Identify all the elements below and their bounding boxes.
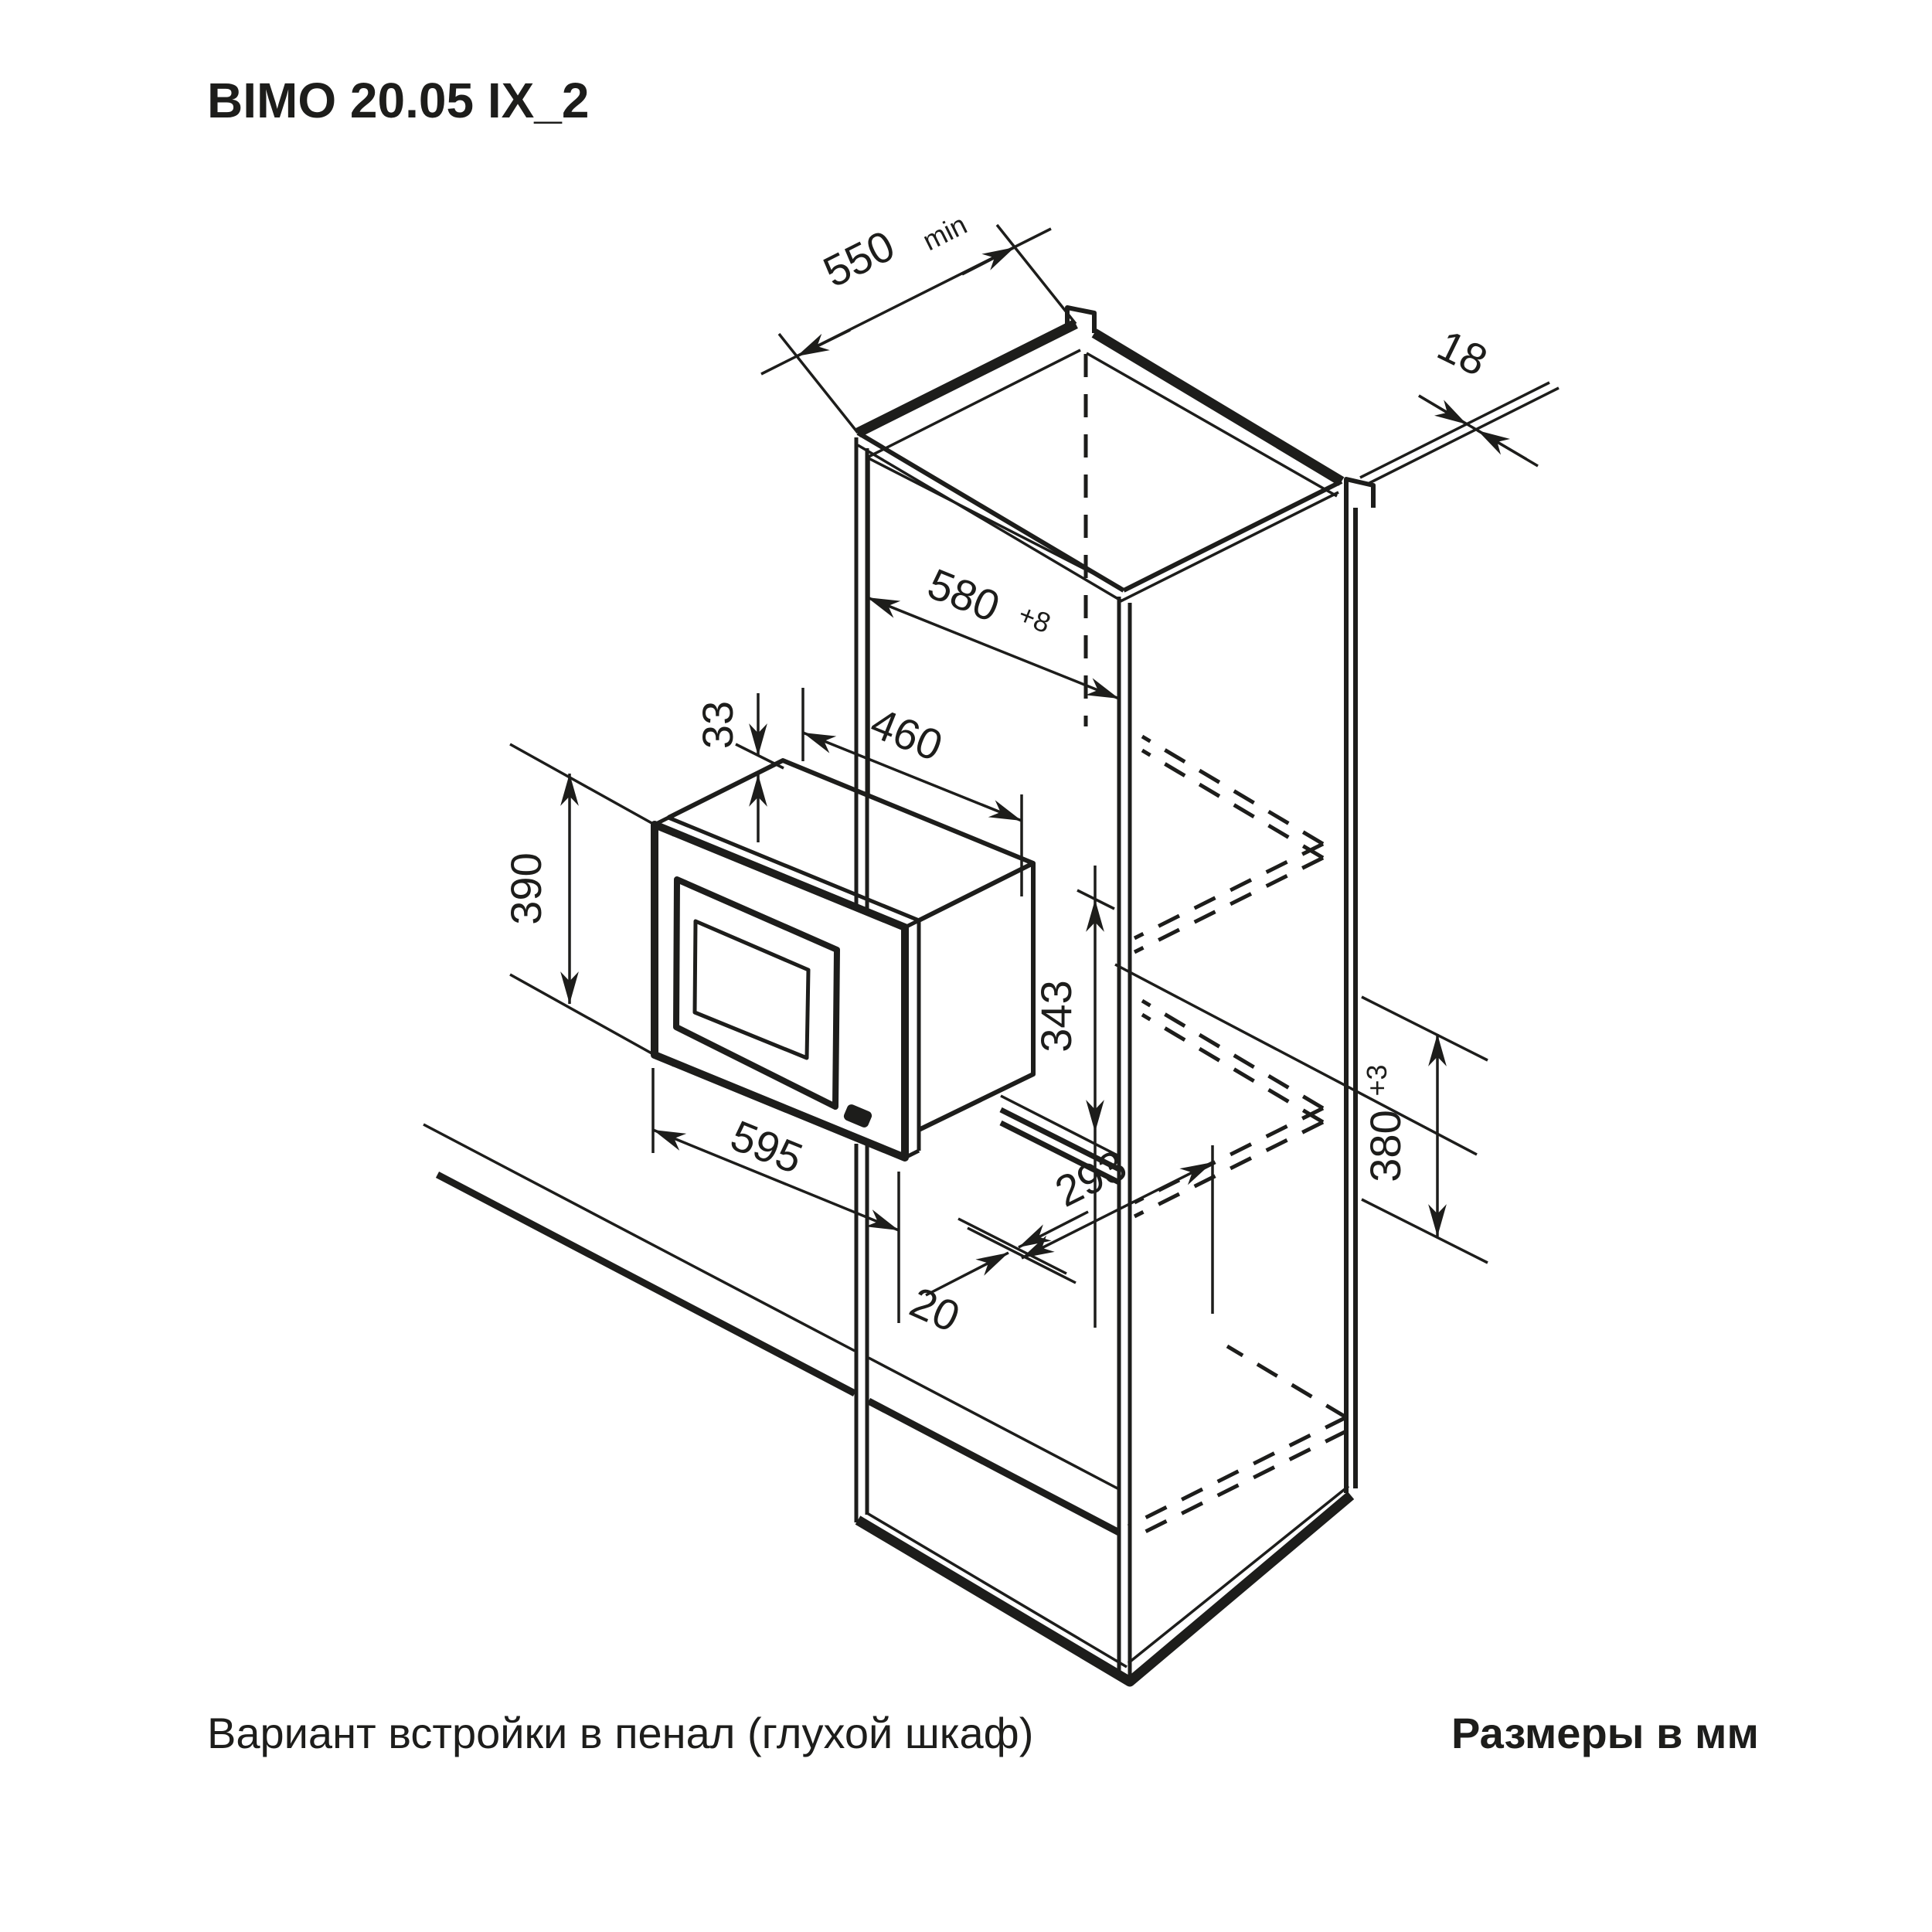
dimension-body-height	[1032, 866, 1114, 1328]
floor-lines	[423, 1124, 1119, 1532]
niche-ceiling-edges	[867, 350, 1337, 587]
dim-460-label: 460	[864, 698, 950, 770]
dim-293-label: 293	[1047, 1140, 1134, 1216]
page-title: BIMO 20.05 IX_2	[207, 73, 590, 128]
dim-580-label: 580	[921, 559, 1007, 631]
microwave-window	[695, 921, 808, 1058]
dimension-niche-height	[1361, 997, 1488, 1263]
dim-380-tolerance: +3	[1361, 1064, 1393, 1097]
dimension-niche-width	[867, 559, 1119, 699]
hidden-bottom-edges	[1128, 1314, 1346, 1536]
front-right-edge	[1119, 597, 1130, 1677]
dim-343-label: 343	[1032, 980, 1080, 1053]
dim-380-label: 380	[1361, 1110, 1410, 1182]
dim-580-tolerance: +8	[1013, 597, 1056, 640]
niche-floor-level-line	[1115, 964, 1477, 1155]
cabinet-outline	[856, 308, 1477, 1682]
dim-550-label: 550	[815, 220, 903, 297]
hidden-shelf-lower	[1134, 1001, 1323, 1216]
floor-line-thick	[437, 1175, 1119, 1532]
left-front-edge	[856, 437, 867, 1522]
dim-595-label: 595	[724, 1111, 810, 1183]
dimension-niche-depth	[803, 688, 1022, 896]
dimension-panel-thickness	[1360, 321, 1559, 483]
dim-20-label: 20	[903, 1277, 968, 1342]
hidden-shelf-upper	[1134, 736, 1323, 952]
display-icon	[842, 1103, 873, 1129]
top-right-edge-inner	[1121, 492, 1338, 601]
side-panel-top-tab	[1346, 479, 1373, 508]
dim-33-label: 33	[693, 700, 742, 750]
microwave-body	[668, 760, 1033, 1130]
right-panel-front-edge	[1346, 502, 1355, 1493]
bottom-inner-edges	[867, 1486, 1349, 1667]
caption-right: Размеры в мм	[1451, 1709, 1759, 1757]
dimension-front-height	[502, 744, 674, 1066]
top-front-edge	[858, 433, 1124, 590]
top-front-edge-inner	[858, 445, 1122, 601]
dim-550-suffix: min	[917, 208, 972, 257]
microwave	[655, 760, 1033, 1158]
top-right-edge	[1124, 481, 1342, 590]
hidden-edges	[1086, 354, 1346, 1536]
caption-left: Вариант встройки в пенал (глухой шкаф)	[207, 1709, 1034, 1757]
dim-18-label: 18	[1430, 320, 1495, 386]
cabinet-top-back-right-edge	[1094, 333, 1342, 481]
dim-390-label: 390	[502, 852, 550, 925]
cabinet-top-back-left-edge	[858, 324, 1076, 433]
